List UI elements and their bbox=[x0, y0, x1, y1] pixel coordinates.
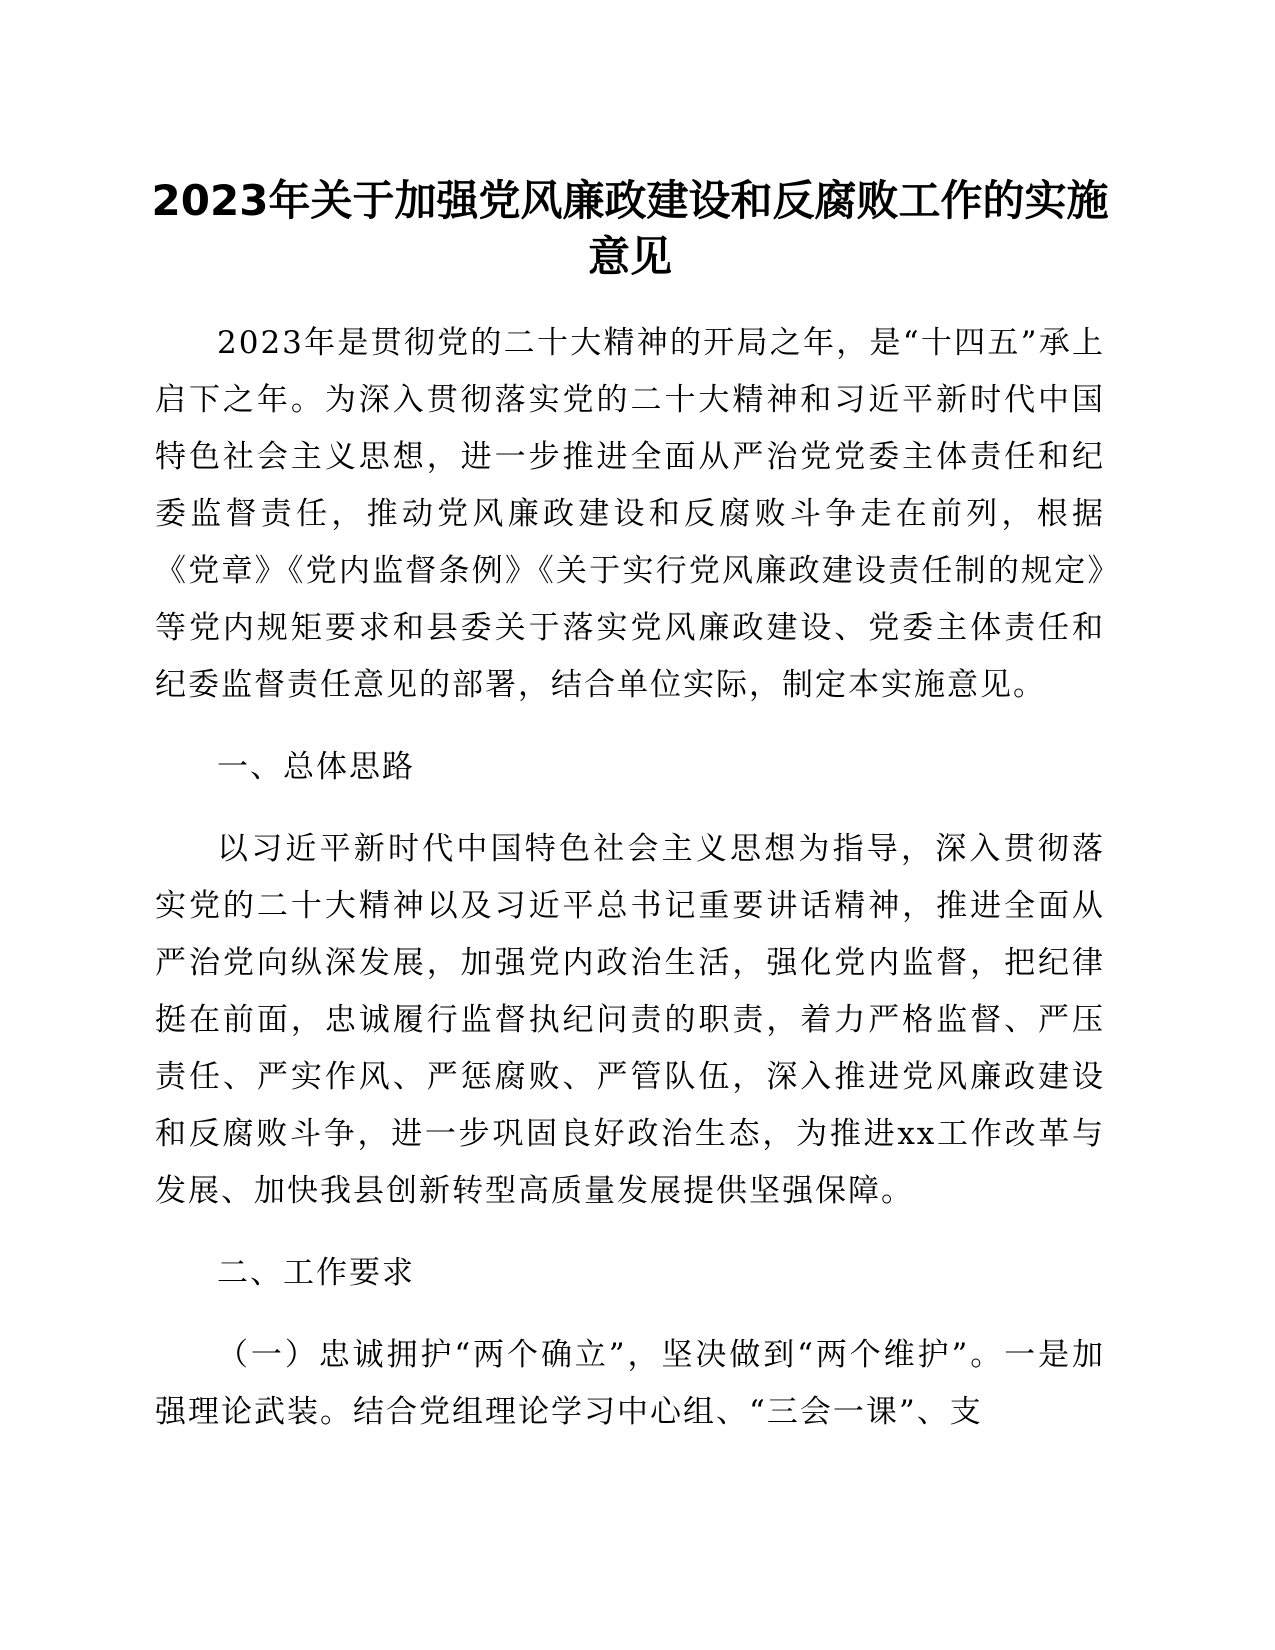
section-heading-2: 二、工作要求 bbox=[217, 1255, 415, 1291]
section-heading-1: 一、总体思路 bbox=[217, 749, 415, 785]
document-body bbox=[155, 315, 1105, 1441]
section-2-paragraph: （一）忠诚拥护“两个确立”，坚决做到“两个维护”。一是加强理论武装。结合党组理论学习中心组、“三会一课”、支 bbox=[155, 1337, 1105, 1430]
intro-paragraph: 2023年是贯彻党的二十大精神的开局之年，是“十四五”承上启下之年。为深入贯彻落实党的二十大精神和习近平新时代中国特色社会主义思想，进一步推进全面从严治党党委主体责任和纪委监督责任，推动党风廉政建设和反腐败斗争走在前列，根据《党章》《党内监督条例》《关于实行党风廉政建设责任制的规定》等党内规矩要求和县委关于落实党风廉政建设、党委主体责任和纪委监督责任意见的部署，结合单位实际，制定本实施意见。 bbox=[155, 325, 1105, 703]
section-1-paragraph: 以习近平新时代中国特色社会主义思想为指导，深入贯彻落实党的二十大精神以及习近平总书记重要讲话精神，推进全面从严治党向纵深发展，加强党内政治生活，强化党内监督，把纪律挺在前面，忠诚履行监督执纪问责的职责，着力严格监督、严压责任、严实作风、严惩腐败、严管队伍，深入推进党风廉政建设和反腐败斗争，进一步巩固良好政治生态，为推进xx工作改革与发展、加快我县创新转型高质量发展提供坚强保障。 bbox=[155, 831, 1105, 1209]
document-title: 2023年关于加强党风廉政建设和反腐败工作的实施意见 bbox=[151, 176, 1109, 281]
